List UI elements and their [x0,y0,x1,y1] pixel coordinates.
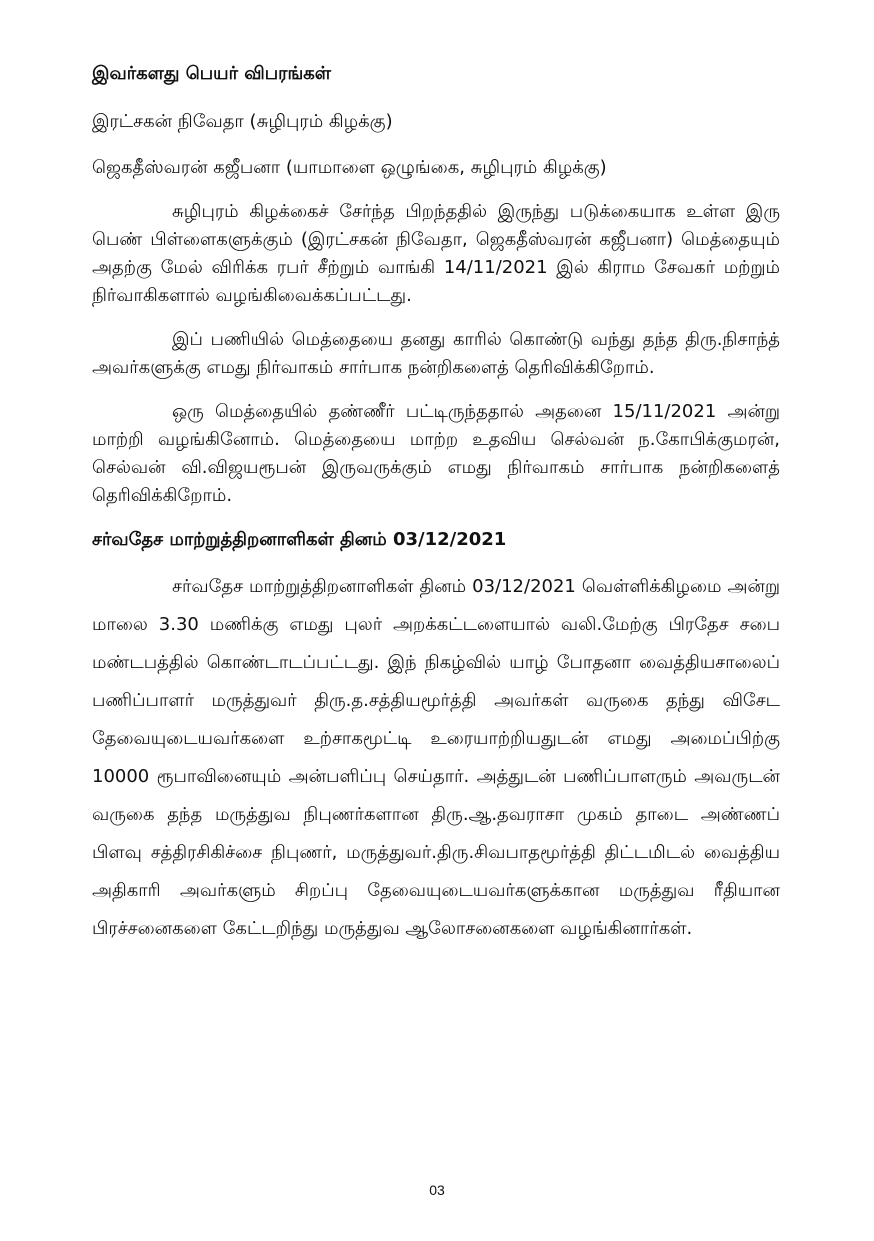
thanks-transport-paragraph: இப் பணியில் மெத்தையை தனது காரில் கொண்டு வந்து தந்த திரு.நிசாந்த் அவர்களுக்கு எமது நிர்வாகம் சார்பாக நன்றிகளைத் தெரிவிக்கிறோம். [92,329,780,378]
disability-day-paragraph: சர்வதேச மாற்றுத்திறனாளிகள் தினம் 03/12/2021 வெள்ளிக்கிழமை அன்று மாலை 3.30 மணிக்கு எமது புலர் அறக்கட்டளையால் வலி.மேற்கு பிரதேச சபை மண்டபத்தில் கொண்டாடப்பட்டது. இந் நிகழ்வில் யாழ் போதனா வைத்தியசாலைப் பணிப்பாளர் மருத்துவர் திரு.த.சத்தியமூர்த்தி அவர்கள் வருகை தந்து விசேட தேவையுடையவர்களை உற்சாகமூட்டி உரையாற்றியதுடன் எமது அமைப்பிற்கு 10000 ரூபாவினையும் அன்பளிப்பு செய்தார். அத்துடன் பணிப்பாளரும் அவருடன் வருகை தந்த மருத்துவ நிபுணர்களான திரு.ஆ.தவராசா முகம் தாடை அண்ணப் பிளவு சத்திரசிகிச்சை நிபுணர், மருத்துவர்.திரு.சிவபாதமூர்த்தி திட்டமிடல் வைத்திய அதிகாரி அவர்களும் சிறப்பு தேவையுடையவர்களுக்கான மருத்துவ ரீதியான பிரச்சனைகளை கேட்டறிந்து மருத்துவ ஆலோசனைகளை வழங்கினார்கள். [92,576,780,939]
name-1: இரட்சகன் நிவேதா (சுழிபுரம் கிழக்கு) [92,111,393,132]
names-heading: இவர்களது பெயர் விபரங்கள் [92,63,331,84]
disability-day-heading: சர்வதேச மாற்றுத்திறனாளிகள் தினம் 03/12/2021 [92,529,507,550]
mattress-donation-paragraph: சுழிபுரம் கிழக்கைச் சேர்ந்த பிறந்ததில் இருந்து படுக்கையாக உள்ள இரு பெண் பிள்ளைகளுக்கும் (இரட்சகன் நிவேதா, ஜெகதீஸ்வரன் கஜீபனா) மெத்தையும் அதற்கு மேல் விரிக்க ரபர் சீற்றும் வாங்கி 14/11/2021 இல் கிராம சேவகர் மற்றும் நிர்வாகிகளால் வழங்கிவைக்கப்பட்டது. [92,201,780,306]
name-2: ஜெகதீஸ்வரன் கஜீபனா (யாமாளை ஒழுங்கை, சுழிபுரம் கிழக்கு) [92,157,607,178]
page-number: 03 [429,1182,445,1198]
mattress-replacement-paragraph: ஒரு மெத்தையில் தண்ணீர் பட்டிருந்ததால் அதனை 15/11/2021 அன்று மாற்றி வழங்கினோம். மெத்தையை மாற்ற உதவிய செல்வன் ந.கோபிக்குமரன், செல்வன் வி.விஜயரூபன் இருவருக்கும் எமது நிர்வாகம் சார்பாக நன்றிகளைத் தெரிவிக்கிறோம். [92,401,780,506]
document-page [92,52,780,948]
